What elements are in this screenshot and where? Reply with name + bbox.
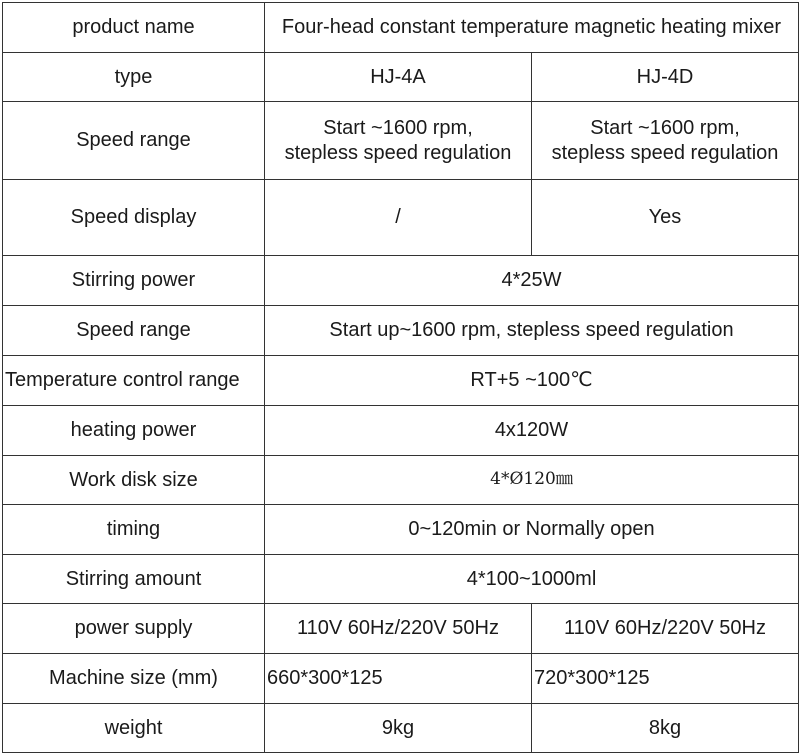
speed-display-hj-4a: /	[265, 180, 532, 256]
table-row-speed-range-shared	[3, 306, 799, 356]
speed-range-line: Start ~1600 rpm,	[323, 116, 473, 139]
product-name-value: Four-head constant temperature magnetic heating mixer	[265, 3, 799, 53]
product-spec-table	[2, 2, 799, 753]
table-row-machine-size	[3, 654, 799, 704]
table-row-work-disk-size	[3, 456, 799, 505]
machine-size-hj-4a: 660*300*125	[265, 654, 532, 704]
table-row-timing	[3, 505, 799, 555]
row-label: timing	[3, 505, 265, 555]
stirring-power-value: 4*25W	[265, 256, 799, 306]
row-label: Speed display	[3, 180, 265, 256]
speed-display-hj-4d: Yes	[532, 180, 799, 256]
table-row-power-supply	[3, 604, 799, 654]
machine-size-hj-4d: 720*300*125	[532, 654, 799, 704]
speed-range-line: Start ~1600 rpm,	[590, 116, 740, 139]
speed-range-line: stepless speed regulation	[284, 141, 512, 164]
row-label: Stirring power	[3, 256, 265, 306]
row-label: Stirring amount	[3, 555, 265, 604]
work-disk-size-value: 4*Ø120㎜	[265, 456, 799, 505]
table-row-speed-display	[3, 180, 799, 256]
type-hj-4a: HJ-4A	[265, 53, 532, 102]
timing-value: 0~120min or Normally open	[265, 505, 799, 555]
temperature-range-value: RT+5 ~100℃	[265, 356, 799, 406]
row-label: weight	[3, 704, 265, 753]
table-row-speed-range	[3, 102, 799, 180]
row-label: heating power	[3, 406, 265, 456]
row-label: product name	[3, 3, 265, 53]
row-label: Speed range	[3, 102, 265, 180]
table-row-temperature-range	[3, 356, 799, 406]
heating-power-value: 4x120W	[265, 406, 799, 456]
stirring-amount-value: 4*100~1000ml	[265, 555, 799, 604]
row-label: type	[3, 53, 265, 102]
table-row-type	[3, 53, 799, 102]
table-row-heating-power	[3, 406, 799, 456]
speed-range-value: Start up~1600 rpm, stepless speed regulation	[265, 306, 799, 356]
speed-range-line: stepless speed regulation	[551, 141, 779, 164]
type-hj-4d: HJ-4D	[532, 53, 799, 102]
power-supply-hj-4a: 110V 60Hz/220V 50Hz	[265, 604, 532, 654]
table-row-product-name	[3, 3, 799, 53]
row-label: Temperature control range	[3, 356, 265, 406]
table-row-stirring-power	[3, 256, 799, 306]
table-row-stirring-amount	[3, 555, 799, 604]
table-row-weight	[3, 704, 799, 753]
row-label: Work disk size	[3, 456, 265, 505]
weight-hj-4d: 8kg	[532, 704, 799, 753]
row-label: Machine size (mm)	[3, 654, 265, 704]
row-label: Speed range	[3, 306, 265, 356]
weight-hj-4a: 9kg	[265, 704, 532, 753]
row-label: power supply	[3, 604, 265, 654]
speed-range-hj-4a	[265, 102, 532, 180]
speed-range-hj-4d	[532, 102, 799, 180]
power-supply-hj-4d: 110V 60Hz/220V 50Hz	[532, 604, 799, 654]
